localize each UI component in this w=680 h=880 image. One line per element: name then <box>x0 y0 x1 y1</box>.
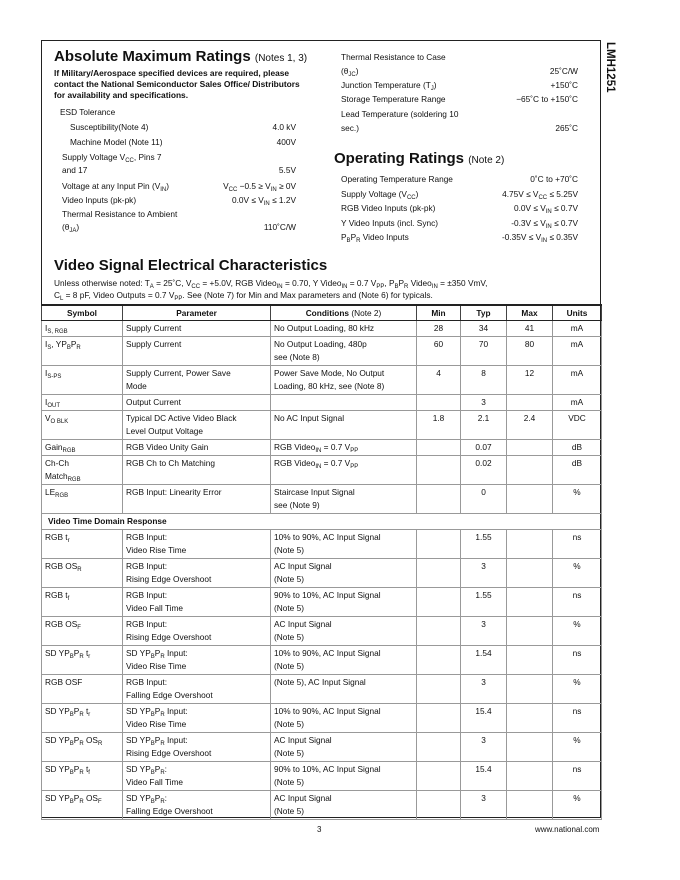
cell-conditions: AC Input Signal (Note 5) <box>271 559 417 588</box>
cell-typ: 3 <box>461 395 507 411</box>
input-voltage-label: Voltage at any Input Pin $(V_{IN})$ <box>62 181 170 193</box>
supply-voltage-value: 5.5V <box>278 165 296 175</box>
cell-symbol: $V_{O BLK}$ <box>42 411 123 440</box>
cell-units: ns <box>553 588 602 617</box>
input-voltage-value: $V_{CC} -0.5 \ge V_{IN} \ge 0V$ <box>223 181 296 193</box>
operating-ratings-title <box>334 150 504 167</box>
esd-mm-value: 400V <box>276 137 296 147</box>
esd-mm-label: Machine Model (Note 11) <box>70 137 163 147</box>
cell-symbol: $I_S$, $YP_BP_R$ <box>42 337 123 366</box>
theta-ja-value: 110˚C/W <box>263 222 296 232</box>
cell-min: 28 <box>417 321 461 337</box>
cell-symbol: RGB $t_f$ <box>42 588 123 617</box>
cell-min <box>417 456 461 485</box>
cell-parameter: Typical DC Active Video Black Level Output Voltage <box>123 411 271 440</box>
cell-units: % <box>553 733 602 762</box>
cell-min <box>417 675 461 704</box>
operating-ratings-notes: (Note 2) <box>468 155 505 166</box>
cell-conditions <box>271 395 417 411</box>
table-header-row <box>42 305 602 321</box>
op-y-value: $-0.3V \le V_{IN} \le 0.7V$ <box>511 218 578 230</box>
cell-conditions: No AC Input Signal <box>271 411 417 440</box>
header-symbol: Symbol <box>42 305 123 321</box>
cell-units: ns <box>553 762 602 791</box>
header-conditions: Conditions (Note 2) <box>271 305 417 321</box>
table-row <box>42 440 602 456</box>
cell-typ: 1.54 <box>461 646 507 675</box>
military-warning: If Military/Aerospace specified devices are required, please contact the National Semiconductor Sales Office/ Distributors for availability and specifications. <box>54 68 300 100</box>
esd-label: ESD Tolerance <box>60 107 116 117</box>
table-row <box>42 733 602 762</box>
cell-max <box>507 559 553 588</box>
cell-units: % <box>553 485 602 514</box>
cell-symbol: RGB $OS_F$ <box>42 617 123 646</box>
op-pbpr-label: $P_BP_R$ Video Inputs <box>341 232 409 244</box>
op-y-label: Y Video Inputs (incl. Sync) <box>341 218 439 228</box>
cell-conditions: 90% to 10%, AC Input Signal (Note 5) <box>271 588 417 617</box>
cell-symbol: Gain$_{RGB}$ <box>42 440 123 456</box>
cell-typ: 1.55 <box>461 588 507 617</box>
cell-conditions: AC Input Signal (Note 5) <box>271 733 417 762</box>
header-parameter: Parameter <box>123 305 271 321</box>
cell-parameter: Output Current <box>123 395 271 411</box>
cell-min <box>417 530 461 559</box>
cell-conditions: (Note 5), AC Input Signal <box>271 675 417 704</box>
cell-max <box>507 485 553 514</box>
part-number: LMH1251 <box>604 42 616 93</box>
lead-temp-row <box>341 108 578 134</box>
cell-max <box>507 733 553 762</box>
cell-typ: 3 <box>461 617 507 646</box>
cell-typ: 15.4 <box>461 762 507 791</box>
cell-symbol: $I_{OUT}$ <box>42 395 123 411</box>
cell-units: % <box>553 617 602 646</box>
cell-typ: 0 <box>461 485 507 514</box>
cell-parameter: RGB Input: Rising Edge Overshoot <box>123 617 271 646</box>
cell-units: mA <box>553 321 602 337</box>
cell-max <box>507 704 553 733</box>
cell-parameter: RGB Input: Linearity Error <box>123 485 271 514</box>
cell-typ: 3 <box>461 675 507 704</box>
table-row <box>42 588 602 617</box>
cell-max <box>507 791 553 820</box>
cell-units: % <box>553 559 602 588</box>
theta-jc-row <box>341 51 578 77</box>
cell-conditions: Staircase Input Signal see (Note 9) <box>271 485 417 514</box>
cell-typ: 34 <box>461 321 507 337</box>
cell-parameter: Supply Current <box>123 321 271 337</box>
table-row <box>42 762 602 791</box>
cell-symbol: SD $YP_BP_R$ $OS_F$ <box>42 791 123 820</box>
header-max: Max <box>507 305 553 321</box>
cell-symbol: RGB $OS_R$ <box>42 559 123 588</box>
cell-symbol: RGB OSF <box>42 675 123 704</box>
theta-ja-label: Thermal Resistance to Ambient <box>62 209 178 219</box>
cell-parameter: RGB Input: Video Rise Time <box>123 530 271 559</box>
table-row <box>42 321 602 337</box>
cell-min <box>417 395 461 411</box>
table-row <box>42 485 602 514</box>
cell-typ: 3 <box>461 559 507 588</box>
cell-parameter: RGB Video Unity Gain <box>123 440 271 456</box>
lead-temp-value: 265˚C <box>555 123 578 133</box>
cell-parameter: SD $YP_BP_R$ Input: Video Rise Time <box>123 646 271 675</box>
op-temp-value: 0˚C to +70˚C <box>530 174 578 184</box>
abs-max-notes: (Notes 1, 3) <box>254 53 308 64</box>
cell-units: % <box>553 791 602 820</box>
theta-jc-symbol: $(\theta_{JC})$ <box>341 66 359 78</box>
cell-typ: 15.4 <box>461 704 507 733</box>
cell-units: ns <box>553 530 602 559</box>
cell-max <box>507 588 553 617</box>
cell-parameter: SD $YP_BP_R$ Input: Video Rise Time <box>123 704 271 733</box>
op-rgb-value: $0.0V \le V_{IN} \le 0.7V$ <box>514 203 578 215</box>
cell-typ: 3 <box>461 733 507 762</box>
theta-jc-value: 25˚C/W <box>549 66 578 76</box>
storage-temp-value: −65˚C to +150˚C <box>516 94 578 104</box>
junction-temp-value: +150˚C <box>550 80 578 90</box>
table-row <box>42 530 602 559</box>
section-title: Video Time Domain Response <box>42 514 602 530</box>
cell-max <box>507 395 553 411</box>
cell-typ: 8 <box>461 366 507 395</box>
lead-temp-label: Lead Temperature (soldering 10 <box>341 109 459 119</box>
cell-conditions: No Output Loading, 80 kHz <box>271 321 417 337</box>
table-row <box>42 395 602 411</box>
abs-max-title <box>54 48 307 65</box>
cell-max: 80 <box>507 337 553 366</box>
table-row <box>42 411 602 440</box>
cell-parameter: Supply Current <box>123 337 271 366</box>
cell-max <box>507 617 553 646</box>
lead-temp-label-2: sec.) <box>341 123 359 133</box>
cell-parameter: SD $YP_BP_R$: Falling Edge Overshoot <box>123 791 271 820</box>
cell-conditions: Power Save Mode, No Output Loading, 80 kHz, see (Note 8) <box>271 366 417 395</box>
cell-min <box>417 588 461 617</box>
abs-max-title-text: Absolute Maximum Ratings <box>54 48 251 65</box>
cell-min: 60 <box>417 337 461 366</box>
table-row <box>42 337 602 366</box>
cell-parameter: RGB Input: Video Fall Time <box>123 588 271 617</box>
cell-conditions: RGB Video$_{IN}$ = 0.7 $V_{PP}$ <box>271 456 417 485</box>
cell-conditions: 10% to 90%, AC Input Signal (Note 5) <box>271 646 417 675</box>
table-row <box>42 366 602 395</box>
theta-jc-label: Thermal Resistance to Case <box>341 52 446 62</box>
cell-conditions: RGB Video$_{IN}$ = 0.7 $V_{PP}$ <box>271 440 417 456</box>
cell-max: 2.4 <box>507 411 553 440</box>
theta-ja-symbol: $(\theta_{JA})$ <box>62 222 80 234</box>
header-min: Min <box>417 305 461 321</box>
table-row <box>42 704 602 733</box>
table-row <box>42 559 602 588</box>
junction-temp-label: Junction Temperature $(T_J)$ <box>341 80 437 92</box>
cell-parameter: RGB Ch to Ch Matching <box>123 456 271 485</box>
cell-units: dB <box>553 456 602 485</box>
cell-max <box>507 762 553 791</box>
cell-units: mA <box>553 366 602 395</box>
cell-units: mA <box>553 395 602 411</box>
cell-typ: 3 <box>461 791 507 820</box>
cell-parameter: SD $YP_BP_R$ Input: Rising Edge Overshoot <box>123 733 271 762</box>
cell-max <box>507 530 553 559</box>
cell-conditions: AC Input Signal (Note 5) <box>271 617 417 646</box>
cell-max <box>507 456 553 485</box>
storage-temp-label: Storage Temperature Range <box>341 94 446 104</box>
video-inputs-label: Video Inputs (pk-pk) <box>62 195 137 205</box>
cell-symbol: $LE_{RGB}$ <box>42 485 123 514</box>
table-row <box>42 646 602 675</box>
cell-typ: 0.07 <box>461 440 507 456</box>
cell-min <box>417 646 461 675</box>
cell-min <box>417 559 461 588</box>
cell-min: 1.8 <box>417 411 461 440</box>
esd-hbm-label: Susceptibility(Note 4) <box>70 122 149 132</box>
supply-voltage-row <box>62 151 300 177</box>
supply-voltage-label: Supply Voltage $V_{CC}$, Pins 7 <box>62 152 162 164</box>
cell-min <box>417 704 461 733</box>
operating-ratings-title-text: Operating Ratings <box>334 150 465 167</box>
cell-min <box>417 485 461 514</box>
cell-symbol: $I_{S, RGB}$ <box>42 321 123 337</box>
cell-max: 12 <box>507 366 553 395</box>
cell-typ: 70 <box>461 337 507 366</box>
cell-symbol: SD $YP_BP_R$ $OS_R$ <box>42 733 123 762</box>
cell-conditions: 90% to 10%, AC Input Signal (Note 5) <box>271 762 417 791</box>
table-row <box>42 617 602 646</box>
cell-symbol: Ch-Ch Match$_{RGB}$ <box>42 456 123 485</box>
cell-units: ns <box>553 646 602 675</box>
page-number: 3 <box>317 825 322 834</box>
cell-min <box>417 762 461 791</box>
cell-symbol: SD $YP_BP_R$ $t_r$ <box>42 704 123 733</box>
video-signal-conditions-1: Unless otherwise noted: $T_A$ = 25˚C, $V_{CC} = +5.0V$, RGB Video$_{IN}$ = 0.70, Y Video$_{IN}$ = 0.7 $V_{PP}$, $P_BP_R$ Video$_{IN}$ = ±350 VmV, <box>54 278 488 290</box>
cell-units: VDC <box>553 411 602 440</box>
cell-min: 4 <box>417 366 461 395</box>
cell-max <box>507 440 553 456</box>
op-supply-value: $4.75V \le V_{CC} \le 5.25V$ <box>502 189 578 201</box>
table-row <box>42 675 602 704</box>
cell-symbol: SD $YP_BP_R$ $t_f$ <box>42 762 123 791</box>
header-units: Units <box>553 305 602 321</box>
op-rgb-label: RGB Video Inputs (pk-pk) <box>341 203 436 213</box>
cell-parameter: SD $YP_BP_R$: Video Fall Time <box>123 762 271 791</box>
cell-min <box>417 791 461 820</box>
cell-units: dB <box>553 440 602 456</box>
esd-hbm-value: 4.0 kV <box>272 122 296 132</box>
table-section-row <box>42 514 602 530</box>
cell-parameter: Supply Current, Power Save Mode <box>123 366 271 395</box>
cell-conditions: 10% to 90%, AC Input Signal (Note 5) <box>271 704 417 733</box>
cell-typ: 2.1 <box>461 411 507 440</box>
cell-conditions: AC Input Signal (Note 5) <box>271 791 417 820</box>
video-characteristics-table <box>41 304 602 820</box>
video-signal-title: Video Signal Electrical Characteristics <box>54 257 328 274</box>
cell-symbol: $I_{S-PS}$ <box>42 366 123 395</box>
cell-units: % <box>553 675 602 704</box>
table-row <box>42 456 602 485</box>
cell-conditions: 10% to 90%, AC Input Signal (Note 5) <box>271 530 417 559</box>
cell-typ: 1.55 <box>461 530 507 559</box>
website-link[interactable]: www.national.com <box>535 825 600 834</box>
cell-units: ns <box>553 704 602 733</box>
op-supply-label: Supply Voltage $(V_{CC})$ <box>341 189 419 201</box>
table-row <box>42 791 602 820</box>
cell-typ: 0.02 <box>461 456 507 485</box>
cell-symbol: RGB $t_r$ <box>42 530 123 559</box>
header-typ: Typ <box>461 305 507 321</box>
cell-min <box>417 440 461 456</box>
theta-ja-row <box>62 208 300 234</box>
supply-voltage-label-2: and 17 <box>62 165 88 175</box>
side-title <box>604 42 622 142</box>
cell-symbol: SD $YP_BP_R$ $t_r$ <box>42 646 123 675</box>
cell-min <box>417 617 461 646</box>
cell-max <box>507 646 553 675</box>
cell-min <box>417 733 461 762</box>
cell-parameter: RGB Input: Rising Edge Overshoot <box>123 559 271 588</box>
cell-units: mA <box>553 337 602 366</box>
cell-max: 41 <box>507 321 553 337</box>
video-signal-conditions-2: $C_L = 8$ pF, Video Outputs = 0.7 $V_{PP}$. See (Note 7) for Min and Max parameters and (Note 6) for typicals. <box>54 290 433 302</box>
op-temp-label: Operating Temperature Range <box>341 174 453 184</box>
cell-conditions: No Output Loading, 480p see (Note 8) <box>271 337 417 366</box>
video-inputs-value: $0.0V \le V_{IN} \le 1.2V$ <box>232 195 296 207</box>
cell-parameter: RGB Input: Falling Edge Overshoot <box>123 675 271 704</box>
op-pbpr-value: $-0.35V \le V_{IN} \le 0.35V$ <box>501 232 578 244</box>
cell-max <box>507 675 553 704</box>
